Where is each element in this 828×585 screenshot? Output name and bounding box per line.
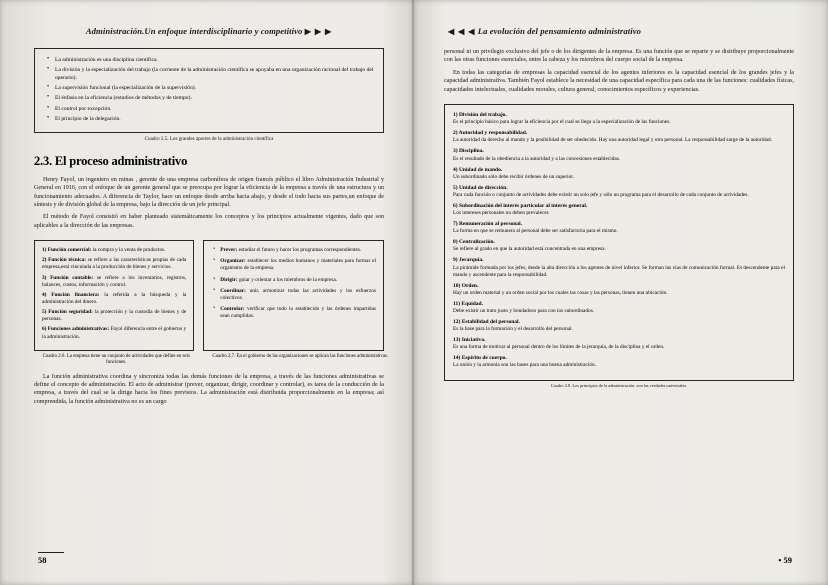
cuadro-2-7-box bbox=[203, 240, 384, 351]
principle-item bbox=[453, 319, 785, 333]
principle-title: 2) Autoridad y responsabilidad. bbox=[453, 130, 528, 137]
left-folio bbox=[38, 552, 64, 565]
principle-description: Los intereses personales no deben prevalecer. bbox=[453, 210, 550, 217]
cuadro-2-7-caption: Cuadro 2.7. En el gobierno de las organizaciones se aplican las funciones administrativas. bbox=[212, 353, 389, 359]
principle-description: Es el resultado de la obediencia a la autoridad y a las concesiones establecidas. bbox=[453, 155, 621, 162]
list-item: • Prever: estudiar el futuro y hacer los programas correspondientes. bbox=[220, 247, 376, 254]
paragraph-right-1: personal ni un privilegio exclusivo del jefe o de los dirigentes de la empresa. Es una función que se reparte y se distribuye proporcionalmente con las otras funciones esenciales, entre la cabeza y los miembros del cuerpo social de la empresa. bbox=[444, 49, 794, 64]
right-folio: • 59 bbox=[778, 555, 792, 565]
list-item: • Organizar: establecer los medios humanos y materiales para formar el organismo de la empresa. bbox=[220, 258, 376, 272]
principle-description: Hay un orden material y un orden social por los cuales las cosas y las personas, tienen una ubicación. bbox=[453, 289, 668, 296]
principle-title: 6) Subordinación del interés particular al interés general. bbox=[453, 202, 588, 209]
left-arrows-icon: ◀ ◀ ◀ bbox=[448, 27, 476, 36]
list-item: • La administración es una disciplina científica. bbox=[55, 56, 374, 64]
principle-description: La autoridad da derecho al mando y la posibilidad de ser obedecido. Hay una autoridad legal y otra personal. La responsabilidad surge de la autoridad. bbox=[453, 137, 772, 144]
principle-title: 3) Disciplina. bbox=[453, 148, 484, 155]
list-item: • La supervisión funcional (la especialización de la supervisión). bbox=[55, 84, 374, 92]
principle-description: La unión y la armonía son las bases para una buena administración. bbox=[453, 362, 596, 369]
list-item: • El control por excepción. bbox=[55, 105, 374, 113]
right-arrows-icon: ▶ ▶ ▶ bbox=[304, 27, 333, 36]
principle-title: 1) División del trabajo. bbox=[453, 112, 507, 119]
left-header-title: Administración.Un enfoque interdisciplinario y competitivo bbox=[85, 26, 303, 36]
list-item: 2) Función técnica: se refiere a las características propias de cada empresa,está vinculada a la producción de bienes y servicios. bbox=[42, 257, 187, 271]
principle-item bbox=[453, 221, 785, 235]
principle-item bbox=[453, 203, 785, 217]
principle-title: 10) Orden. bbox=[453, 282, 479, 289]
principle-description: La forma en que se remunera al personal debe ser satisfactoria para el mismo. bbox=[453, 228, 618, 235]
columns-captions bbox=[34, 351, 389, 367]
list-item: • Controlar: verificar que todo lo establecido y las órdenes impartidas sean cumplidas. bbox=[220, 306, 376, 320]
list-item: 1) Función comercial: la compra y la venta de productos. bbox=[42, 247, 166, 254]
principle-item bbox=[453, 301, 785, 315]
principle-item bbox=[453, 130, 785, 144]
principle-title: 8) Centralización. bbox=[453, 239, 495, 246]
principle-description: La pirámide formada por los jefes, desde la alta dirección a los agentes de nivel inferior. Se forman las vías de comunicación formal. Es descendente para el mando y ascendente para la responsabilidad. bbox=[453, 264, 785, 278]
right-header-title: La evolución del pensamiento administrativo bbox=[477, 26, 642, 36]
principle-item bbox=[453, 355, 785, 369]
principios-box bbox=[444, 104, 794, 381]
principle-title: 9) Jerarquía. bbox=[453, 257, 484, 264]
principle-item bbox=[453, 112, 785, 126]
principle-title: 7) Remuneración al personal. bbox=[453, 221, 523, 228]
principle-item bbox=[453, 283, 785, 297]
list-item: 6) Funciones administrativas: Fayol diferencia entre el gobierno y la administración. bbox=[42, 326, 187, 340]
paragraph-closing: La función administrativa coordina y sincroniza todas las demás funciones de la empresa, a través de las funciones administrativas se define el concepto de administración. El acto de administrar (prever, organizar, dirigir, coordinar y controlar), es tarea de la conducción de la empresa, a través del cual se la dirige hacia los fines previstos. La administración está distribuida proporcionalmente en la empresa; así comprendida, la función administrativa no es un cargo bbox=[34, 373, 384, 405]
principle-title: 5) Unidad de dirección. bbox=[453, 184, 508, 191]
right-page-header bbox=[444, 26, 794, 36]
list-item: 4) Función financiera: la referida a la búsqueda y la administración del dinero. bbox=[42, 291, 187, 306]
list-item: • La división y la especialización del trabajo (la corriente de la administración científica se apoyaba en una organización racional del trabajo del operario). bbox=[55, 66, 374, 82]
cuadro-2-5-caption: Cuadro 2.5. Los grandes aportes de la administración científica bbox=[144, 135, 274, 142]
aportes-box bbox=[34, 48, 384, 133]
list-item: 5) Función seguridad: la protección y la custodia de bienes y de personas. bbox=[42, 309, 187, 323]
principle-description: Es el principio básico para lograr la eficiencia por el cual se llega a la especialización de las funciones. bbox=[453, 119, 671, 126]
principle-item bbox=[453, 167, 785, 181]
functions-columns bbox=[34, 240, 384, 351]
folio-rule bbox=[38, 552, 64, 553]
section-title-2-3: 2.3. El proceso administrativo bbox=[34, 153, 188, 168]
functions-list bbox=[42, 247, 186, 341]
principle-title: 13) Iniciativa. bbox=[453, 337, 486, 344]
principle-item bbox=[453, 185, 785, 199]
principle-description: Debe existir un trato justo y bondadoso para con los subordinados. bbox=[453, 307, 595, 314]
cuadro-2-6-box bbox=[34, 240, 194, 351]
list-item: • El énfasis en la eficiencia (estudios de métodos y de tiempo). bbox=[55, 94, 374, 102]
paragraph-right-2: En todas las categorías de empresas la capacidad esencial de los agentes inferiores es la capacidad esencial de los grandes jefes y la capacidad administrativa. También Fayol establece la necesidad de una capacidad específica para cada una de las funciones: cualidades físicas, capacidades intelectuales, cualidades morales, cultura general, conocimientos específicos y experiencias. bbox=[444, 69, 794, 93]
principle-description: Se refiere al grado en que la autoridad está concentrada en una empresa. bbox=[453, 246, 606, 253]
principle-description: Para cada función o conjunto de actividades debe existir un solo jefe y sólo un programa para el desarrollo de cada conjunto de actividades. bbox=[453, 191, 749, 198]
principle-item bbox=[453, 257, 785, 278]
paragraph-fayol-1: Henry Fayol, un ingeniero en minas , gerente de una empresa carbonífera de origen francés público el libro Administración Industrial y General en 1916, con el enfoque de un gerente general que se preocupa por lograr la eficiencia de la empresa a través de una estructura y un funcionamiento adecuados. A diferencia de Taylor, hace un enfoque desde arriba hacia abajo, y desde el todo hacia sus partes,un enfoque de síntesis y de división global de la empresa, bajo la dirección de un jefe principal. bbox=[34, 176, 384, 208]
right-page bbox=[414, 0, 828, 585]
principle-title: 4) Unidad de mando. bbox=[453, 166, 503, 173]
left-folio-number: 58 bbox=[38, 555, 47, 565]
admin-functions-list bbox=[211, 247, 376, 320]
list-item: • Dirigir: guiar y orientar a los miembros de la empresa. bbox=[220, 277, 376, 284]
aportes-list bbox=[44, 56, 374, 123]
cuadro-2-6-caption: Cuadro 2.6. La empresa tiene un conjunto de actividades que define en seis funciones. bbox=[42, 353, 190, 366]
paragraph-fayol-2: El método de Fayol consistió en haber planteado sistemáticamente los conceptos y los principios actualmente vigentes, dado que son aplicables a la dirección de las empresas. bbox=[34, 214, 384, 229]
principle-description: Un subordinado sólo debe recibir órdenes de un superior. bbox=[453, 173, 575, 180]
list-item: • El principio de la delegación. bbox=[55, 115, 374, 123]
principle-item bbox=[453, 148, 785, 162]
left-page-header bbox=[34, 26, 384, 36]
list-item: 3) Función contable: se refiere a los inventarios, registros, balances, costos, información y control. bbox=[42, 274, 187, 288]
principle-description: Es la base para la formación y el desarrollo del personal. bbox=[453, 326, 573, 333]
principle-title: 14) Espíritu de cuerpo. bbox=[453, 355, 507, 362]
cuadro-2-8-caption: Cuadro 2.8. Los principios de la administración. son las verdades universales. bbox=[550, 383, 688, 389]
list-item: • Coordinar: unir, armonizar todas las actividades y los esfuerzos colectivos. bbox=[220, 288, 376, 302]
principle-item bbox=[453, 337, 785, 351]
principle-title: 11) Equidad. bbox=[453, 300, 483, 307]
principle-item bbox=[453, 239, 785, 253]
principle-description: Es una forma de motivar al personal dentro de los límites de la jerarquía, de la disciplina y el orden. bbox=[453, 344, 665, 351]
principle-title: 12) Estabilidad del personal. bbox=[453, 318, 520, 325]
